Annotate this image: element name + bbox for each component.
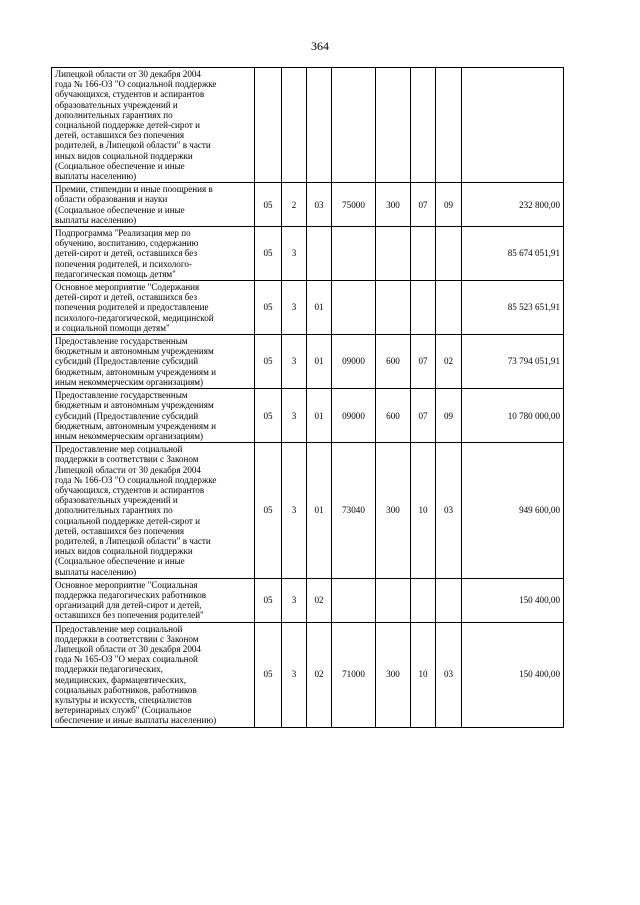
subchapter-code-cell: 03 — [436, 622, 462, 727]
chapter-code-cell: 07 — [411, 389, 436, 443]
subchapter-code-cell — [436, 281, 462, 335]
expense-type-code-cell: 600 — [376, 389, 411, 443]
row-name-cell — [52, 622, 255, 727]
program-code-cell — [282, 68, 307, 183]
amount-cell: 232 800,00 — [462, 183, 564, 227]
row-name-line: детей, оставшихся без попечения — [55, 525, 185, 536]
row-name-line: и социальной помощи детям" — [55, 322, 170, 333]
table-row — [52, 443, 564, 579]
row-name-line: иным некоммерческим организациям) — [55, 376, 204, 387]
amount-cell: 150 400,00 — [462, 622, 564, 727]
program-code-cell: 3 — [282, 622, 307, 727]
row-name-cell — [52, 335, 255, 389]
expense-type-code-cell: 600 — [376, 335, 411, 389]
amount-cell: 10 780 000,00 — [462, 389, 564, 443]
row-name-line: иных видов социальной поддержки — [55, 150, 193, 161]
row-name-line: родителей, в Липецкой области" в части — [55, 140, 211, 151]
subprogram-code-cell: 02 — [307, 578, 332, 622]
row-name-line: Предоставление мер социальной — [55, 623, 183, 634]
row-name-line: социальной поддержке детей-сирот и — [55, 515, 201, 526]
row-name-line: поддержка педагогических работников — [55, 589, 207, 600]
table-row — [52, 68, 564, 183]
table-row — [52, 227, 564, 281]
row-name-line: обучающихся, студентов и аспирантов — [55, 89, 205, 100]
budget-table — [51, 67, 564, 728]
row-name-line: выплаты населению) — [55, 171, 137, 182]
program-code-cell: 3 — [282, 281, 307, 335]
row-name-line: обучающихся, студентов и аспирантов — [55, 484, 205, 495]
chapter-code-cell — [411, 578, 436, 622]
section-code-cell: 05 — [255, 335, 282, 389]
row-name-line: бюджетным и автономным учреждениям — [55, 400, 214, 411]
row-name-line: Предоставление мер социальной — [55, 444, 183, 455]
subprogram-code-cell: 03 — [307, 183, 332, 227]
row-name-line: обеспечение и иные выплаты населению) — [55, 715, 217, 726]
row-name-line: бюджетным и автономным учреждениям — [55, 346, 214, 357]
row-name-cell — [52, 227, 255, 281]
section-code-cell: 05 — [255, 389, 282, 443]
expense-type-code-cell: 300 — [376, 443, 411, 579]
amount-cell: 73 794 051,91 — [462, 335, 564, 389]
row-name-line: года № 165-ОЗ "О мерах социальной — [55, 654, 198, 665]
subprogram-code-cell: 01 — [307, 281, 332, 335]
row-name-line: попечения родителей и предоставление — [55, 302, 209, 313]
row-name-line: субсидий (Предоставление субсидий — [55, 410, 199, 421]
direction-code-cell — [332, 227, 376, 281]
subchapter-code-cell: 09 — [436, 389, 462, 443]
subprogram-code-cell: 01 — [307, 335, 332, 389]
row-name-line: социальной поддержке детей-сирот и — [55, 120, 201, 131]
chapter-code-cell — [411, 227, 436, 281]
row-name-line: бюджетным, автономным учреждениям и — [55, 366, 217, 377]
direction-code-cell: 75000 — [332, 183, 376, 227]
chapter-code-cell — [411, 68, 436, 183]
program-code-cell: 2 — [282, 183, 307, 227]
subchapter-code-cell — [436, 578, 462, 622]
program-code-cell: 3 — [282, 389, 307, 443]
section-code-cell: 05 — [255, 578, 282, 622]
section-code-cell: 05 — [255, 622, 282, 727]
row-name-line: обучению, воспитанию, содержанию — [55, 238, 199, 249]
row-name-line: года № 166-ОЗ "О социальной поддержке — [55, 79, 217, 90]
direction-code-cell: 73040 — [332, 443, 376, 579]
table-row — [52, 389, 564, 443]
row-name-line: социальных работников, работников — [55, 684, 197, 695]
row-name-line: образовательных учреждений и — [55, 99, 178, 110]
amount-cell: 150 400,00 — [462, 578, 564, 622]
amount-cell: 949 600,00 — [462, 443, 564, 579]
subchapter-code-cell — [436, 227, 462, 281]
row-name-line: дополнительных гарантиях по — [55, 505, 173, 516]
row-name-line: (Социальное обеспечение и иные — [55, 556, 185, 567]
row-name-line: дополнительных гарантиях по — [55, 109, 173, 120]
table-row — [52, 578, 564, 622]
direction-code-cell: 09000 — [332, 335, 376, 389]
expense-type-code-cell — [376, 578, 411, 622]
amount-cell — [462, 68, 564, 183]
page-number: 364 — [311, 39, 329, 53]
row-name-cell — [52, 389, 255, 443]
amount-cell: 85 674 051,91 — [462, 227, 564, 281]
expense-type-code-cell: 300 — [376, 622, 411, 727]
chapter-code-cell: 07 — [411, 183, 436, 227]
subprogram-code-cell — [307, 68, 332, 183]
subprogram-code-cell: 02 — [307, 622, 332, 727]
row-name-line: поддержки в соответствии с Законом — [55, 633, 199, 644]
row-name-line: психолого-педагогической, медицинской — [55, 312, 214, 323]
row-name-line: иным некоммерческим организациям) — [55, 430, 204, 441]
table-row — [52, 622, 564, 727]
subprogram-code-cell: 01 — [307, 443, 332, 579]
row-name-line: иных видов социальной поддержки — [55, 546, 193, 557]
direction-code-cell — [332, 281, 376, 335]
row-name-line: выплаты населению) — [55, 566, 137, 577]
row-name-line: детей, оставшихся без попечения — [55, 130, 185, 141]
table-row — [52, 183, 564, 227]
row-name-line: детей-сирот и детей, оставшихся без — [55, 248, 198, 259]
row-name-cell — [52, 281, 255, 335]
row-name-cell — [52, 443, 255, 579]
row-name-line: Премии, стипендии и иные поощрения в — [55, 184, 213, 195]
row-name-line: поддержки в соответствии с Законом — [55, 454, 199, 465]
row-name-line: области образования и науки — [55, 194, 168, 205]
row-name-line: оставшихся без попечения родителей" — [55, 610, 204, 621]
row-name-line: Основное мероприятие "Содержания — [55, 282, 200, 293]
row-name-line: субсидий (Предоставление субсидий — [55, 356, 199, 367]
expense-type-code-cell — [376, 227, 411, 281]
row-name-cell — [52, 68, 255, 183]
row-name-line: попечения родителей, и психолого- — [55, 258, 192, 269]
row-name-line: бюджетным, автономным учреждениям и — [55, 420, 217, 431]
row-name-cell — [52, 578, 255, 622]
program-code-cell: 3 — [282, 443, 307, 579]
row-name-line: Липецкой области от 30 декабря 2004 — [55, 643, 201, 654]
row-name-line: поддержки педагогических, — [55, 664, 163, 675]
row-name-line: выплаты населению) — [55, 214, 137, 225]
direction-code-cell: 71000 — [332, 622, 376, 727]
direction-code-cell — [332, 578, 376, 622]
program-code-cell: 3 — [282, 335, 307, 389]
section-code-cell: 05 — [255, 227, 282, 281]
row-name-line: детей-сирот и детей, оставшихся без — [55, 292, 198, 303]
row-name-line: ветеринарных служб" (Социальное — [55, 705, 192, 716]
table-row — [52, 281, 564, 335]
expense-type-code-cell — [376, 68, 411, 183]
subchapter-code-cell — [436, 68, 462, 183]
table-row — [52, 335, 564, 389]
subchapter-code-cell: 09 — [436, 183, 462, 227]
subchapter-code-cell: 02 — [436, 335, 462, 389]
row-name-line: педагогическая помощь детям" — [55, 268, 176, 279]
chapter-code-cell: 10 — [411, 622, 436, 727]
section-code-cell: 05 — [255, 443, 282, 579]
row-name-line: Предоставление государственным — [55, 390, 188, 401]
program-code-cell: 3 — [282, 578, 307, 622]
row-name-cell — [52, 183, 255, 227]
chapter-code-cell: 07 — [411, 335, 436, 389]
row-name-line: Предоставление государственным — [55, 336, 188, 347]
program-code-cell: 3 — [282, 227, 307, 281]
subprogram-code-cell — [307, 227, 332, 281]
row-name-line: года № 166-ОЗ "О социальной поддержке — [55, 474, 217, 485]
amount-cell: 85 523 651,91 — [462, 281, 564, 335]
chapter-code-cell: 10 — [411, 443, 436, 579]
row-name-line: культуры и искусств, специалистов — [55, 694, 192, 705]
row-name-line: Основное мероприятие "Социальная — [55, 579, 198, 590]
row-name-line: медицинских, фармацевтических, — [55, 674, 187, 685]
section-code-cell: 05 — [255, 183, 282, 227]
section-code-cell: 05 — [255, 281, 282, 335]
chapter-code-cell — [411, 281, 436, 335]
expense-type-code-cell: 300 — [376, 183, 411, 227]
subprogram-code-cell: 01 — [307, 389, 332, 443]
row-name-line: Липецкой области от 30 декабря 2004 — [55, 464, 201, 475]
row-name-line: (Социальное обеспечение и иные — [55, 204, 185, 215]
direction-code-cell: 09000 — [332, 389, 376, 443]
row-name-line: (Социальное обеспечение и иные — [55, 160, 185, 171]
row-name-line: Подпрограмма "Реализация мер по — [55, 228, 191, 239]
subchapter-code-cell: 03 — [436, 443, 462, 579]
direction-code-cell — [332, 68, 376, 183]
row-name-line: организаций для детей-сирот и детей, — [55, 600, 202, 611]
row-name-line: родителей, в Липецкой области" в части — [55, 535, 211, 546]
row-name-line: Липецкой области от 30 декабря 2004 — [55, 69, 201, 79]
section-code-cell — [255, 68, 282, 183]
row-name-line: образовательных учреждений и — [55, 495, 178, 506]
expense-type-code-cell — [376, 281, 411, 335]
